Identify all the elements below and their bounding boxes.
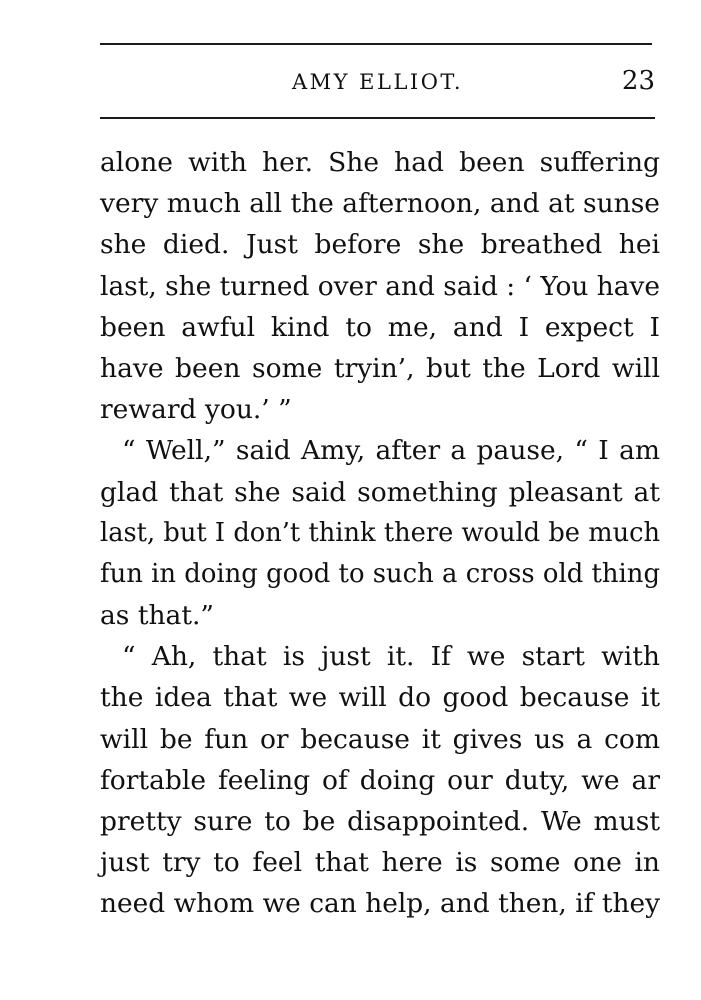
text-line: she died. Just before she breathed hei	[100, 229, 660, 261]
text-line: just try to feel that here is some one in	[100, 847, 660, 879]
text-line: alone with her. She had been suffering	[100, 147, 660, 178]
text-line: have been some tryin’, but the Lord will	[100, 352, 660, 384]
text-line: need whom we can help, and then, if they	[100, 888, 660, 920]
text-line: last, she turned over and said : ‘ You have	[100, 270, 660, 302]
page-number: 23	[621, 66, 655, 96]
text-line: fun in doing good to such a cross old thing	[100, 558, 660, 589]
body-text	[100, 142, 660, 925]
running-title: AMY ELLIOT.	[291, 70, 464, 94]
text-line: “ Well,” said Amy, after a pause, “ I am	[122, 435, 660, 467]
text-line: last, but I don’t think there would be much	[100, 517, 660, 548]
text-line: fortable feeling of doing our duty, we ar	[100, 764, 660, 796]
text-line: as that.”	[100, 600, 214, 632]
header-rule-top	[100, 43, 652, 45]
text-line: pretty sure to be disappointed. We must	[100, 806, 660, 837]
text-line: very much all the afternoon, and at sunse	[100, 188, 660, 220]
running-head	[100, 66, 655, 102]
header-rule-bottom	[100, 117, 655, 119]
text-line: the idea that we will do good because it	[100, 682, 660, 714]
text-line: “ Ah, that is just it. If we start with	[122, 641, 660, 673]
text-line: glad that she said something pleasant at	[100, 476, 660, 508]
text-line: will be fun or because it gives us a com	[100, 723, 660, 755]
text-line: been awful kind to me, and I expect I	[100, 311, 660, 343]
text-line: reward you.’ ”	[100, 394, 292, 426]
